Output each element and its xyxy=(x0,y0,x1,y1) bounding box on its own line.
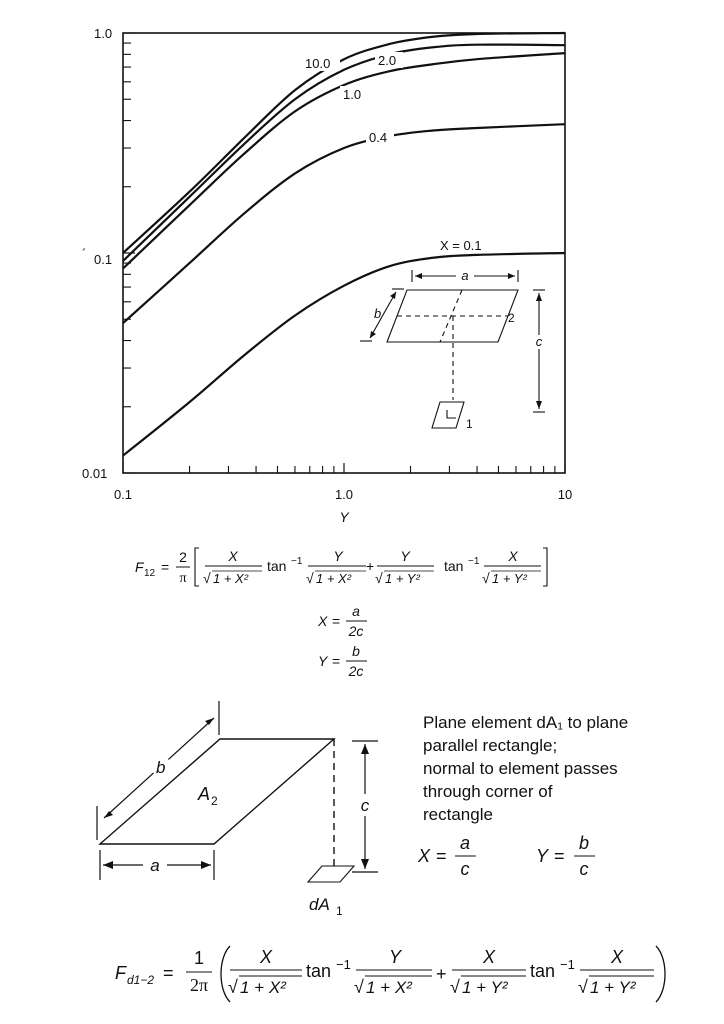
def1-Y-eq: = xyxy=(332,653,341,669)
f12-tan-2: tan xyxy=(444,558,464,574)
f12-plus: + xyxy=(366,558,375,574)
fd12-term4-sqrt: √ xyxy=(578,977,588,997)
series-label-1: 1.0 xyxy=(343,87,362,102)
f12-num-2: 2 xyxy=(179,549,187,565)
fd12-term3-num: X xyxy=(482,947,496,967)
inset-label-a: a xyxy=(461,268,469,283)
fd12-term2-rad: 1 + X² xyxy=(366,978,412,997)
y-axis-glyph: ´ xyxy=(82,246,87,261)
formula-f12 xyxy=(135,548,547,586)
f12-term1-num: X xyxy=(228,548,238,564)
inset-element-1 xyxy=(432,402,464,428)
def2-Y-den: c xyxy=(579,859,589,879)
definitions-2 xyxy=(417,833,595,879)
element-dA1 xyxy=(308,866,354,882)
def2-Y-num: b xyxy=(578,833,590,853)
diagram2-label-A: A xyxy=(198,784,211,804)
f12-pi: π xyxy=(179,571,187,586)
f12-term2-num: Y xyxy=(333,548,343,564)
f12-tan-2-inv: −1 xyxy=(468,556,480,567)
f12-term3-rad: 1 + Y² xyxy=(385,571,420,586)
f12-bracket-left xyxy=(195,548,199,586)
x-tick-label-01: 0.1 xyxy=(113,487,133,502)
diagram2-label-dA: dA xyxy=(309,895,330,914)
def1-X-num: a xyxy=(352,603,360,619)
diagram2-label-b: b xyxy=(156,758,166,777)
f12-term4-rad: 1 + Y² xyxy=(492,571,527,586)
inset-label-b: b xyxy=(374,306,382,321)
fd12-lhs: F xyxy=(115,963,126,983)
fd12-lhs-sub: d1−2 xyxy=(127,973,155,987)
fd12-two-pi: 2π xyxy=(189,975,209,995)
diagram2-label-c: c xyxy=(360,796,370,815)
diagram-description xyxy=(423,711,713,826)
series-label-x01: X = 0.1 xyxy=(440,238,482,253)
f12-eq: = xyxy=(161,559,170,575)
formula-fd12 xyxy=(115,946,665,1002)
x-axis-label: Y xyxy=(339,509,349,525)
fd12-eq: = xyxy=(163,963,174,983)
y-tick-label-1: 1.0 xyxy=(94,26,113,41)
fd12-term2-num: Y xyxy=(388,947,402,967)
fd12-term4-num: X xyxy=(610,947,624,967)
fd12-term3-sqrt: √ xyxy=(450,977,460,997)
fd12-tan-2: tan xyxy=(530,961,556,981)
def1-X-eq: = xyxy=(332,613,341,629)
diagram2-label-dA-sub: 1 xyxy=(336,904,343,918)
definitions-1 xyxy=(317,603,367,679)
description-line-3: normal to element passes xyxy=(423,759,618,778)
fd12-term2-sqrt: √ xyxy=(354,977,364,997)
description-line-4: through corner of xyxy=(423,782,553,801)
inset-label-2: 2 xyxy=(508,311,515,325)
def1-Y-num: b xyxy=(352,643,360,659)
f12-bracket-right xyxy=(543,548,547,586)
f12-term1-rad: 1 + X² xyxy=(213,571,249,586)
fd12-tan-1-inv: −1 xyxy=(336,957,351,972)
fd12-one: 1 xyxy=(193,948,205,968)
series-line-1 xyxy=(123,45,565,261)
f12-lhs: F xyxy=(135,559,144,575)
fd12-term4-rad: 1 + Y² xyxy=(590,978,636,997)
def1-Y: Y xyxy=(318,653,328,669)
def1-Y-den: 2c xyxy=(348,663,364,679)
def2-X: X xyxy=(418,846,431,866)
description-line-5: rectangle xyxy=(423,805,493,824)
chart xyxy=(82,26,572,525)
diagram2-label-a: a xyxy=(150,856,160,875)
def1-X-den: 2c xyxy=(348,623,364,639)
f12-term1-sqrt: √ xyxy=(203,570,211,586)
y-tick-label-01: 0.1 xyxy=(94,252,113,267)
series-line-0 xyxy=(123,33,565,253)
f12-term4-sqrt: √ xyxy=(482,570,490,586)
fd12-tan-2-inv: −1 xyxy=(560,957,575,972)
inset-label-c: c xyxy=(535,334,543,349)
f12-term2-sqrt: √ xyxy=(306,570,314,586)
series-line-2 xyxy=(123,53,565,268)
fd12-paren-right xyxy=(656,946,665,1002)
description-line-1: Plane element dA₁ to plane xyxy=(423,713,629,732)
f12-tan-1-inv: −1 xyxy=(291,556,303,567)
x-tick-label-10: 10 xyxy=(557,487,573,502)
fd12-term1-num: X xyxy=(259,947,273,967)
series-label-10: 10.0 xyxy=(305,56,331,71)
rectangle-A2 xyxy=(100,739,334,844)
fd12-plus: + xyxy=(436,964,447,984)
def2-Y: Y xyxy=(536,846,549,866)
f12-lhs-sub: 12 xyxy=(144,568,156,579)
fd12-term1-rad: 1 + X² xyxy=(240,978,286,997)
f12-tan-1: tan xyxy=(267,558,287,574)
parallel-rectangle-diagram xyxy=(97,701,378,882)
fd12-term3-rad: 1 + Y² xyxy=(462,978,508,997)
f12-term3-sqrt: √ xyxy=(375,570,383,586)
series-label-2: 2.0 xyxy=(378,53,397,68)
def2-Y-eq: = xyxy=(554,846,565,866)
def2-X-eq: = xyxy=(436,846,447,866)
series-label-04: 0.4 xyxy=(369,130,388,145)
inset-diagram xyxy=(360,270,545,428)
fd12-term1-sqrt: √ xyxy=(228,977,238,997)
f12-term4-num: X xyxy=(508,548,518,564)
def1-X: X xyxy=(318,613,328,629)
series-line-4 xyxy=(123,253,565,456)
f12-term2-rad: 1 + X² xyxy=(316,571,352,586)
fd12-tan-1: tan xyxy=(306,961,332,981)
def2-X-num: a xyxy=(459,833,471,853)
x-tick-label-1: 1.0 xyxy=(334,487,354,502)
f12-term3-num: Y xyxy=(400,548,410,564)
def2-X-den: c xyxy=(460,859,470,879)
inset-label-1: 1 xyxy=(466,417,473,431)
description-line-2: parallel rectangle; xyxy=(423,736,558,755)
diagram2-label-A-sub: 2 xyxy=(211,794,218,808)
y-tick-label-001: 0.01 xyxy=(82,466,108,481)
